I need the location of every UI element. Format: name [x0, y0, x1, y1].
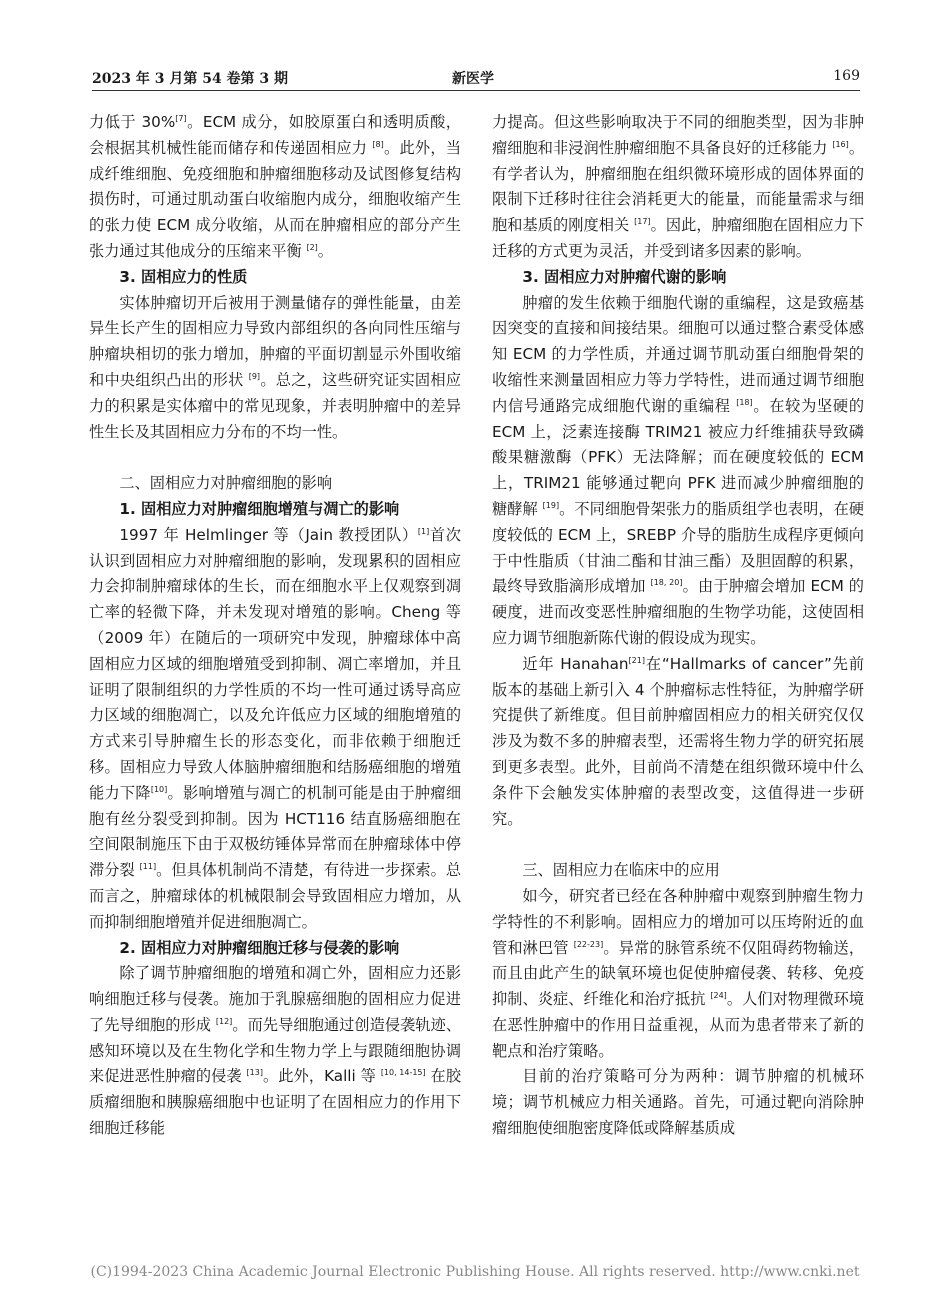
paragraph: 除了调节肿瘤细胞的增殖和凋亡外，固相应力还影响细胞迁移与侵袭。施加于乳腺癌细胞的固相应力促进了先导细胞的形成 [12]。而先导细胞通过创造侵袭轨迹、感知环境以及在生物化学和生物力学上与跟随细胞协调来促进恶性肿瘤的侵袭 [13]。此外，Kalli 等 [10, 14-15] 在胶质瘤细胞和胰腺癌细胞中也证明了在固相应力的作用下细胞迁移能: [89, 964, 462, 1138]
citation[interactable]: [24]: [710, 991, 727, 1001]
citation[interactable]: [18, 20]: [650, 578, 683, 588]
copyright-footer: (C)1994-2023 China Academic Journal Electronic Publishing House. All rights reserved. http://www.cnki.net: [90, 1264, 860, 1280]
journal-issue: 2023 年 3 月第 54 卷第 3 期: [92, 71, 289, 87]
citation[interactable]: [21]: [628, 655, 645, 665]
subsection-heading: 3. 固相应力对肿瘤代谢的影响: [522, 267, 727, 286]
citation[interactable]: [10]: [150, 784, 168, 794]
paragraph: 力提高。但这些影响取决于不同的细胞类型，因为非肿瘤细胞和非浸润性肿瘤细胞不具备良好的迁移能力 [16]。有学者认为，肿瘤细胞在组织微环境形成的固体界面的限制下迁移时往往会消耗更大的能量，而能量需求与细胞和基质的刚度相关 [17]。因此，肿瘤细胞在固相应力下迁移的方式更为灵活，并受到诸多因素的影响。: [492, 113, 865, 260]
citation[interactable]: [9]: [248, 371, 261, 381]
citation[interactable]: [11]: [139, 862, 157, 872]
subsection-heading: 3. 固相应力的性质: [119, 267, 248, 286]
citation[interactable]: [18]: [736, 397, 753, 407]
paragraph: 肿瘤的发生依赖于细胞代谢的重编程，这是致癌基因突变的直接和间接结果。细胞可以通过整合素受体感知 ECM 的力学性质，并通过调节肌动蛋白细胞骨架的收缩性来测量固相应力等力学特性，进而通过调节细胞内信号通路完成细胞代谢的重编程 [18]。在较为坚硬的 ECM 上，泛素连接酶 TRIM21 被应力纤维捕获导致磷酸果糖激酶（PFK）无法降解；而在硬度较低的 ECM 上，TRIM21 能够通过靶向 PFK 进而减少肿瘤细胞的糖酵解 [19]。不同细胞骨架张力的脂质组学也表明，在硬度较低的 ECM 上，SREBP 介导的脂肪生成程序更倾向于中性脂质（甘油二酯和甘油三酯）及胆固醇的积累，最终导致脂滴形成增加 [18, 20]。由于肿瘤会增加 ECM 的硬度，进而改变恶性肿瘤细胞的生物学功能，这使固相应力调节细胞新陈代谢的假设成为现实。: [492, 293, 865, 647]
citation[interactable]: [10, 14-15]: [380, 1068, 426, 1078]
citation[interactable]: [13]: [246, 1068, 263, 1078]
paragraph: 力低于 30%[7]。ECM 成分，如胶原蛋白和透明质酸，会根据其机械性能而储存和传递固相应力 [8]。此外，当成纤维细胞、免疫细胞和肿瘤细胞移动及试图修复结构损伤时，可通过肌动蛋白收缩胞内成分，细胞收缩产生的张力使 ECM 成分收缩，从而在肿瘤相应的部分产生张力通过其他成分的压缩来平衡 [2]。: [89, 113, 462, 260]
subsection-heading: 2. 固相应力对肿瘤细胞迁移与侵袭的影响: [119, 938, 400, 957]
paragraph: 目前的治疗策略可分为两种：调节肿瘤的机械环境；调节机械应力相关通路。首先，可通过靶向消除肿瘤细胞使细胞密度降低或降解基质成: [492, 1067, 864, 1138]
paragraph: 近年 Hanahan[21]在“Hallmarks of cancer”先前版本的基础上新引入 4 个肿瘤标志性特征，为肿瘤学研究提供了新维度。但目前肿瘤固相应力的相关研究仅仅涉及为数不多的肿瘤表型，还需将生物力学的研究拓展到更多表型。此外，目前尚不清楚在组织微环境中什么条件下会触发实体肿瘤的表型改变，这值得进一步研究。: [492, 654, 865, 828]
section-heading: 二、固相应力对肿瘤细胞的影响: [119, 474, 333, 493]
running-header: [92, 64, 860, 91]
paragraph: 实体肿瘤切开后被用于测量储存的弹性能量，由差异生长产生的固相应力导致内部组织的各向同性压缩与肿瘤块相切的张力增加，肿瘤的平面切割显示外围收缩和中央组织凸出的形状 [9]。总之，这些研究证实固相应力的积累是实体瘤中的常见现象，并表明肿瘤中的差异性生长及其固相应力分布的不均一性。: [89, 293, 462, 441]
page-number: 169: [833, 68, 860, 84]
journal-name: 新医学: [452, 71, 494, 87]
subsection-heading: 1. 固相应力对肿瘤细胞增殖与凋亡的影响: [119, 499, 400, 518]
citation[interactable]: [8]: [372, 139, 384, 149]
citation[interactable]: [19]: [542, 500, 560, 510]
citation[interactable]: [12]: [215, 1016, 233, 1026]
citation[interactable]: [7]: [175, 114, 187, 123]
paragraph: 1997 年 Helmlinger 等（Jain 教授团队）[1]首次认识到固相应力对肿瘤细胞的影响，发现累积的固相应力会抑制肿瘤球体的生长，而在细胞水平上仅观察到凋亡率的轻微下降，并未发现对增殖的影响。Cheng 等（2009 年）在随后的一项研究中发现，肿瘤球体中高固相应力区域的细胞增殖受到抑制、凋亡率增加，并且证明了限制组织的力学性质的不均一性可通过诱导高应力区域的细胞凋亡，以及允许低应力区域的细胞增殖的方式来引导肿瘤生长的形态变化，而非依赖于细胞迁移。固相应力导致人体脑肿瘤细胞和结肠癌细胞的增殖能力下降[10]。影响增殖与凋亡的机制可能是由于肿瘤细胞有丝分裂受到抑制。因为 HCT116 结直肠癌细胞在空间限制施压下由于双极纺锤体异常而在肿瘤球体中停滞分裂 [11]。但具体机制尚不清楚，有待进一步探索。总而言之，肿瘤球体的机械限制会导致固相应力增加，从而抑制细胞增殖并促进细胞凋亡。: [89, 525, 462, 931]
section-heading: 三、固相应力在临床中的应用: [522, 861, 720, 880]
citation[interactable]: [2]: [306, 242, 318, 252]
left-column: [89, 110, 461, 1142]
paragraph: 如今，研究者已经在各种肿瘤中观察到肿瘤生物力学特性的不利影响。固相应力的增加可以压垮附近的血管和淋巴管 [22-23]。异常的脉管系统不仅阻碍药物输送，而且由此产生的缺氧环境也促使肿瘤侵袭、转移、免疫抑制、炎症、纤维化和治疗抵抗 [24]。人们对物理微环境在恶性肿瘤中的作用日益重视，从而为患者带来了新的靶点和治疗策略。: [492, 886, 865, 1060]
citation[interactable]: [1]: [417, 526, 430, 536]
citation[interactable]: [22-23]: [573, 939, 604, 949]
right-column: [492, 110, 864, 1142]
citation[interactable]: [17]: [634, 217, 651, 227]
citation[interactable]: [16]: [832, 139, 849, 149]
